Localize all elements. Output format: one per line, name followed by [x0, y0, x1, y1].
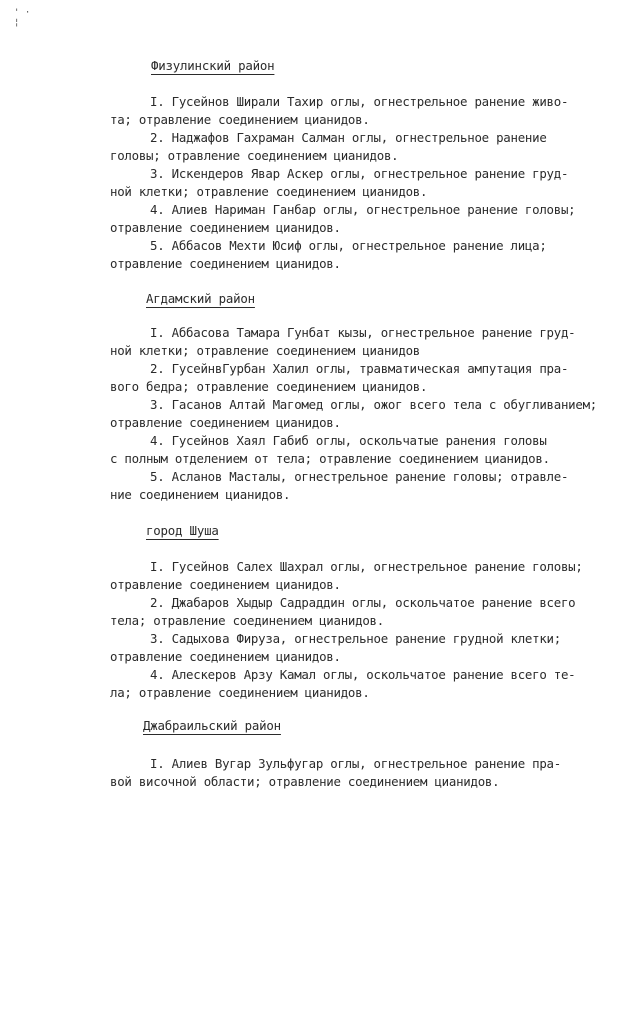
entry-line: 4. Алиев Нариман Ганбар оглы, огнестрельное ранение головы; [150, 202, 576, 217]
entry-line: ной клетки; отравление соединением цианидов. [110, 184, 428, 199]
entry-line: I. Гусейнов Ширали Тахир оглы, огнестрельное ранение живо- [150, 94, 569, 109]
entry-line: 4. Гусейнов Хаял Габиб оглы, оскольчатые ранения головы [150, 433, 547, 448]
entry-line: I. Алиев Вугар Зульфугар оглы, огнестрельное ранение пра- [150, 756, 561, 771]
section-heading: город Шуша [146, 523, 219, 538]
entry-line: 2. ГусейнвГурбан Халил оглы, травматическая ампутация пра- [150, 361, 569, 376]
entry-line: головы; отравление соединением цианидов. [110, 148, 399, 163]
entry-line: 4. Алескеров Арзу Камал оглы, оскольчатое ранение всего те- [150, 667, 576, 682]
entry-line: 5. Асланов Масталы, огнестрельное ранение головы; отравле- [150, 469, 569, 484]
entry-line: с полным отделением от тела; отравление соединением цианидов. [110, 451, 550, 466]
entry-line: вой височной области; отравление соединением цианидов. [110, 774, 500, 789]
corner-marks: ' · ¦ [14, 8, 31, 28]
entry-line: ние соединением цианидов. [110, 487, 291, 502]
entry-line: I. Гусейнов Салех Шахрал оглы, огнестрельное ранение головы; [150, 559, 583, 574]
entry-line: отравление соединением цианидов. [110, 577, 341, 592]
entry-line: I. Аббасова Тамара Гунбат кызы, огнестрельное ранение груд- [150, 325, 576, 340]
entry-line: отравление соединением цианидов. [110, 220, 341, 235]
entry-line: отравление соединением цианидов. [110, 415, 341, 430]
entry-line: та; отравление соединением цианидов. [110, 112, 370, 127]
entry-line: 3. Садыхова Фируза, огнестрельное ранение грудной клетки; [150, 631, 561, 646]
entry-line: ла; отравление соединением цианидов. [110, 685, 370, 700]
entry-line: 3. Искендеров Явар Аскер оглы, огнестрельное ранение груд- [150, 166, 569, 181]
section-heading: Джабраильский район [143, 718, 281, 733]
section-heading: Агдамский район [146, 291, 255, 306]
entry-line: 3. Гасанов Алтай Магомед оглы, ожог всего тела с обугливанием; [150, 397, 598, 412]
entry-line: отравление соединением цианидов. [110, 649, 341, 664]
section-heading: Физулинский район [151, 58, 275, 73]
entry-line: вого бедра; отравление соединением цианидов. [110, 379, 428, 394]
entry-line: 2. Джабаров Хыдыр Садраддин оглы, оскольчатое ранение всего [150, 595, 576, 610]
entry-line: отравление соединением цианидов. [110, 256, 341, 271]
entry-line: 5. Аббасов Мехти Юсиф оглы, огнестрельное ранение лица; [150, 238, 547, 253]
entry-line: тела; отравление соединением цианидов. [110, 613, 384, 628]
entry-line: 2. Наджафов Гахраман Салман оглы, огнестрельное ранение [150, 130, 547, 145]
entry-line: ной клетки; отравление соединением цианидов [110, 343, 421, 358]
